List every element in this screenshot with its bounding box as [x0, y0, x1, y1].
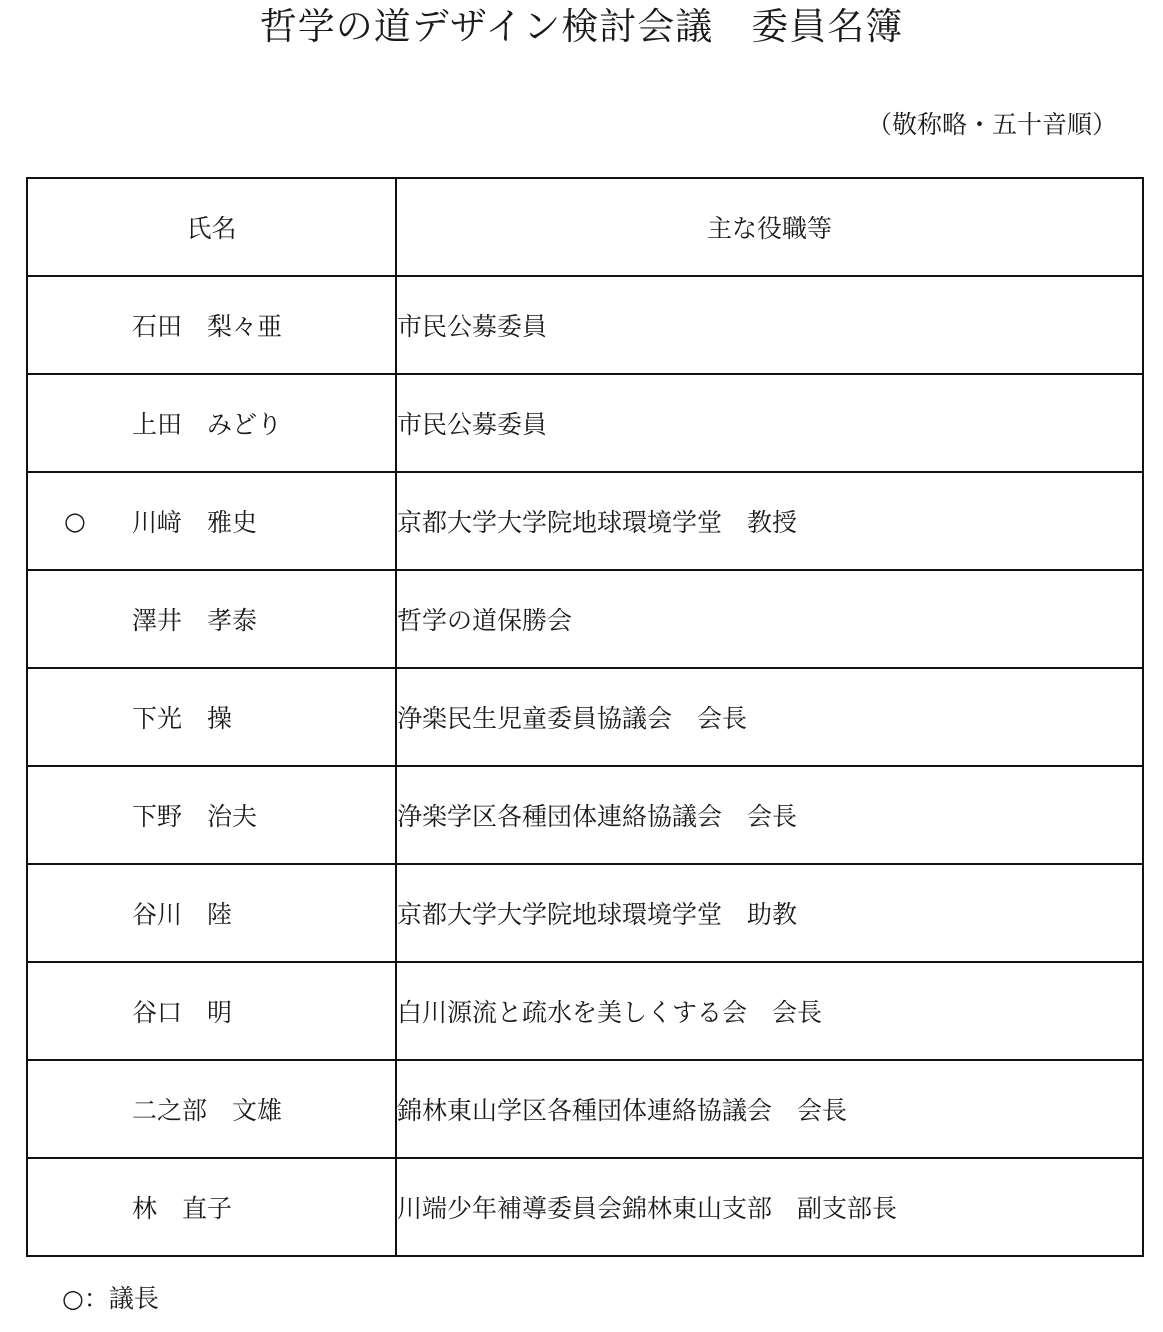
table-row [27, 766, 1143, 864]
member-name-cell [27, 1158, 396, 1256]
name-column-header: 氏名 [27, 178, 396, 276]
table-row [27, 472, 1143, 570]
chair-mark: ○ [64, 506, 86, 536]
member-roster-table [26, 177, 1144, 1257]
member-role: 川端少年補導委員会錦林東山支部 副支部長 [396, 1158, 1143, 1256]
table-row [27, 668, 1143, 766]
member-name-cell [27, 1060, 396, 1158]
page-title: 哲学の道デザイン検討会議 委員名簿 [259, 5, 904, 48]
member-role: 錦林東山学区各種団体連絡協議会 会長 [396, 1060, 1143, 1158]
member-name: 下光 操 [132, 704, 233, 733]
chair-legend: ○：議長 [62, 1284, 159, 1313]
member-name: 谷口 明 [132, 998, 233, 1027]
member-name: 上田 みどり [132, 410, 283, 439]
member-name-cell [27, 668, 396, 766]
table-row [27, 276, 1143, 374]
member-name: 林 直子 [132, 1194, 233, 1223]
member-name: 谷川 陸 [132, 900, 233, 929]
member-role: 京都大学大学院地球環境学堂 教授 [396, 472, 1143, 570]
member-name-cell [27, 570, 396, 668]
member-name: 二之部 文雄 [132, 1096, 283, 1125]
member-name-cell [27, 864, 396, 962]
member-role: 哲学の道保勝会 [396, 570, 1143, 668]
table-row [27, 1158, 1143, 1256]
member-name: 下野 治夫 [132, 802, 258, 831]
honorifics-note: （敬称略・五十音順） [866, 110, 1117, 139]
member-role: 浄楽学区各種団体連絡協議会 会長 [396, 766, 1143, 864]
role-column-header: 主な役職等 [396, 178, 1143, 276]
table-row [27, 962, 1143, 1060]
table-row [27, 864, 1143, 962]
member-role: 浄楽民生児童委員協議会 会長 [396, 668, 1143, 766]
member-name: 川﨑 雅史 [132, 508, 258, 537]
member-name-cell [27, 276, 396, 374]
member-name: 石田 梨々亜 [132, 312, 283, 341]
member-name-cell [27, 766, 396, 864]
member-role: 市民公募委員 [396, 374, 1143, 472]
member-name-cell [27, 472, 396, 570]
table-row [27, 1060, 1143, 1158]
member-name: 澤井 孝泰 [132, 606, 258, 635]
table-row [27, 374, 1143, 472]
table-header-row [27, 178, 1143, 276]
member-role: 京都大学大学院地球環境学堂 助教 [396, 864, 1143, 962]
table-row [27, 570, 1143, 668]
member-name-cell [27, 374, 396, 472]
member-role: 白川源流と疏水を美しくする会 会長 [396, 962, 1143, 1060]
member-role: 市民公募委員 [396, 276, 1143, 374]
member-name-cell [27, 962, 396, 1060]
